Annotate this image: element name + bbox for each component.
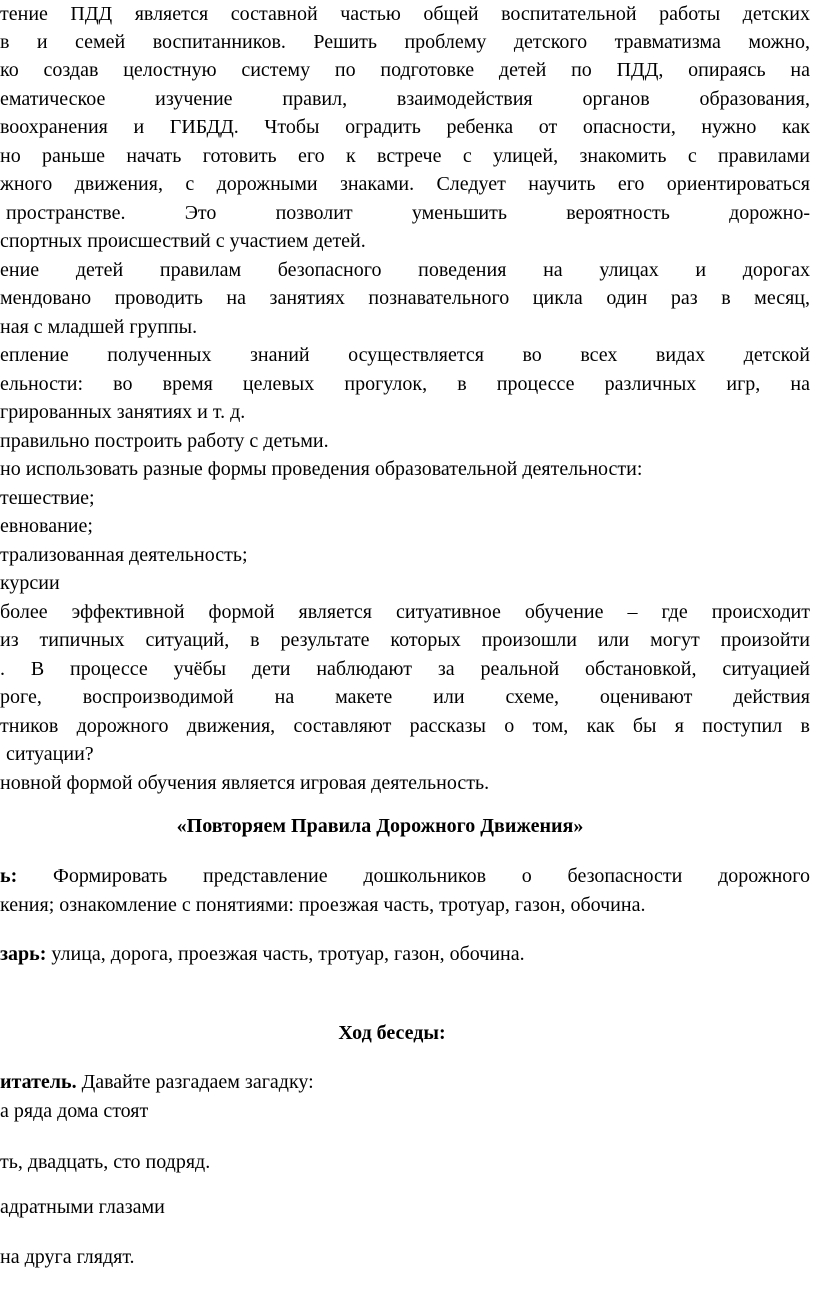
intro-line-4: ематическое изучение правил, взаимодействия органов образования, [0, 88, 810, 110]
list-item: евнование; [0, 515, 93, 537]
teacher-line [0, 1068, 314, 1096]
riddle-line-2: ть, двадцать, сто подряд. [0, 1151, 211, 1173]
consolidation-line-2: ельности: во время целевых прогулок, в процессе различных игр, на [0, 373, 810, 395]
situational-line-4: роге, воспроизводимой на макете или схеме, оценивают действия [0, 686, 810, 708]
list-item: трализованная деятельность; [0, 544, 248, 566]
situational-line-6: ситуации? [6, 743, 94, 765]
teaching-line-2: мендовано проводить на занятиях познавательного цикла один раз в месяц, [0, 287, 810, 309]
vocabulary-text: улица, дорога, проезжая часть, тротуар, газон, обочина. [51, 943, 525, 965]
situational-line-2: из типичных ситуаций, в результате которых произошли или могут произойти [0, 629, 810, 651]
consolidation-line-3: грированных занятиях и т. д. [0, 401, 246, 423]
how-to-line: правильно построить работу с детьми. [0, 430, 329, 452]
intro-line-5: воохранения и ГИБДД. Чтобы оградить ребенка от опасности, нужно как [0, 116, 810, 138]
riddle-line-4: на друга глядят. [0, 1246, 135, 1268]
intro-line-7: жного движения, с дорожными знаками. Следует научить его ориентироваться [0, 173, 810, 195]
conversation-title: Ход беседы: [338, 1022, 446, 1044]
teaching-line-3: ная с младшей группы. [0, 316, 198, 338]
vocabulary-label: зарь: [0, 943, 47, 965]
intro-line-2: в и семей воспитанников. Решить проблему детского травматизма можно, [0, 31, 810, 53]
consolidation-line-1: епление полученных знаний осуществляется во всех видах детской [0, 344, 810, 366]
forms-intro-line: но использовать разные формы проведения образовательной деятельности: [0, 458, 643, 480]
situational-line-1: более эффективной формой является ситуативное обучение – где происходит [0, 601, 810, 623]
main-form-line: новной формой обучения является игровая деятельность. [0, 772, 490, 794]
goal-label: ь: [0, 865, 18, 887]
riddle-line-3: адратными глазами [0, 1196, 165, 1218]
goal-text-1: Формировать представление дошкольников о безопасности дорожного [53, 865, 810, 887]
intro-line-6: но раньше начать готовить его к встрече с улицей, знакомить с правилами [0, 145, 810, 167]
riddle-line-1: а ряда дома стоят [0, 1100, 149, 1122]
list-item: тешествие; [0, 487, 95, 509]
goal-line-1 [0, 862, 810, 890]
intro-line-1: тение ПДД является составной частью общей воспитательной работы детских [0, 3, 810, 25]
vocabulary-line [0, 940, 525, 968]
teacher-label: итатель. [0, 1071, 77, 1093]
teaching-line-1: ение детей правилам безопасного поведения на улицах и дорогах [0, 259, 810, 281]
teacher-text: Давайте разгадаем загадку: [81, 1071, 314, 1093]
intro-line-3: ко создав целостную систему по подготовке детей по ПДД, опираясь на [0, 59, 810, 81]
situational-line-3: . В процессе учёбы дети наблюдают за реальной обстановкой, ситуацией [0, 658, 810, 680]
intro-line-9: спортных происшествий с участием детей. [0, 230, 366, 252]
list-item: курсии [0, 572, 60, 594]
lesson-title: «Повторяем Правила Дорожного Движения» [176, 815, 584, 837]
situational-line-5: тников дорожного движения, составляют рассказы о том, как бы я поступил в [0, 715, 810, 737]
intro-line-8: пространстве. Это позволит уменьшить вероятность дорожно- [6, 202, 810, 224]
goal-line-2: кения; ознакомление с понятиями: проезжая часть, тротуар, газон, обочина. [0, 894, 646, 916]
